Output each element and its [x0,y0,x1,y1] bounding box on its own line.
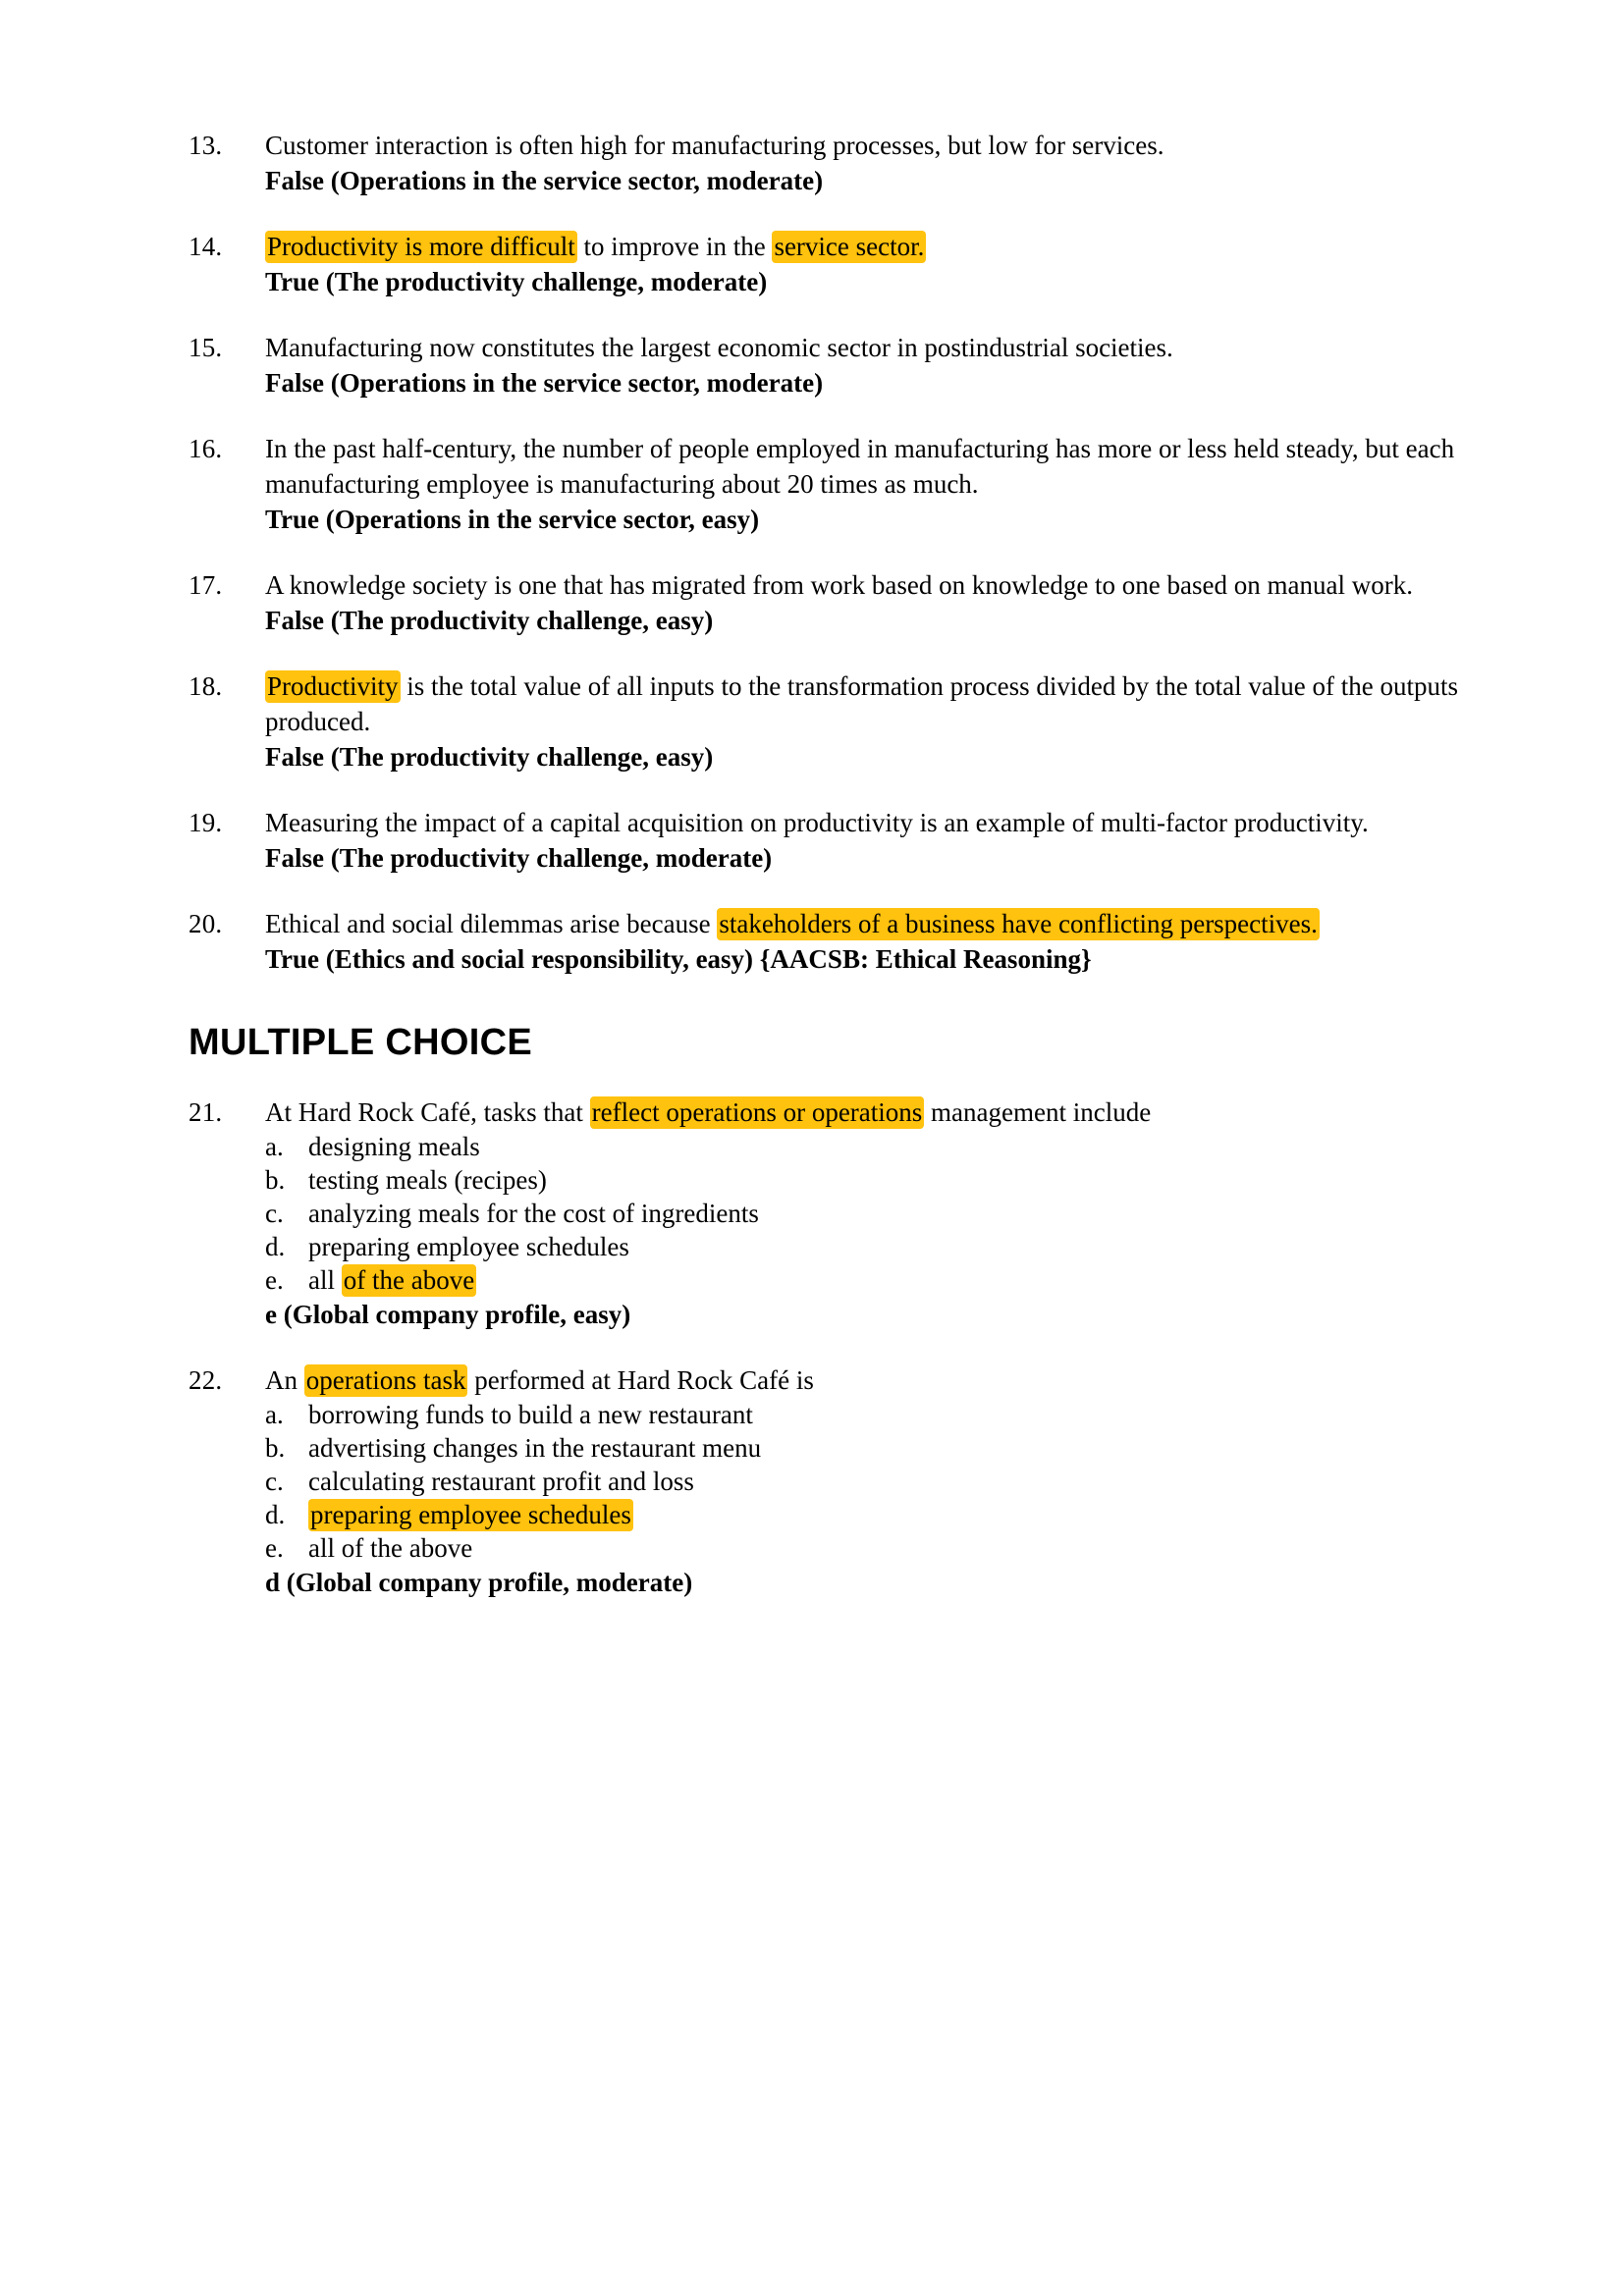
question-number: 20. [189,909,223,938]
option-list [265,1130,1475,1297]
question-answer: False (Operations in the service sector, moderate) [265,368,824,398]
question-body [265,431,1475,537]
question-stem [265,805,1475,840]
question-number: 19. [189,808,223,837]
stem-text: An [265,1365,304,1395]
option-letter: b. [265,1165,286,1195]
question-number: 16. [189,434,223,463]
highlighted-text: reflect operations or operations [591,1097,923,1127]
question-item [189,906,1475,977]
question-number: 17. [189,570,223,600]
question-answer: True (Ethics and social responsibility, easy) {AACSB: Ethical Reasoning} [265,944,1092,974]
option-letter: c. [265,1467,284,1496]
question-item [189,567,1475,638]
option-letter: d. [265,1232,286,1261]
option-list [265,1398,1475,1565]
question-body [265,1095,1475,1332]
option-text-plain: advertising changes in the restaurant menu [308,1433,762,1463]
question-body [265,567,1475,638]
question-item [189,1095,1475,1332]
question-body [265,668,1475,774]
option-text-plain: borrowing funds to build a new restaurant [308,1400,753,1429]
option-text [308,1163,1475,1197]
stem-text: In the past half-century, the number of people employed in manufacturing has more or less held steady, but each manufacturing employee is manufacturing about 20 times as much. [265,434,1455,499]
list-item[interactable] [265,1465,1475,1498]
question-body [265,805,1475,876]
option-text-plain: preparing employee schedules [308,1232,629,1261]
option-text [308,1130,1475,1163]
list-item[interactable] [265,1431,1475,1465]
question-item [189,805,1475,876]
highlighted-text: service sector. [774,232,925,261]
option-text [308,1197,1475,1230]
question-stem [265,1362,1475,1398]
highlighted-text: preparing employee schedules [310,1500,631,1529]
option-text [308,1230,1475,1263]
highlighted-text: of the above [343,1265,475,1295]
stem-text: to improve in the [576,232,773,261]
question-number: 14. [189,232,223,261]
option-letter: d. [265,1500,286,1529]
question-stem [265,431,1475,502]
question-answer: True (The productivity challenge, moderate) [265,267,768,296]
question-answer: False (The productivity challenge, moderate) [265,843,773,873]
stem-text: Measuring the impact of a capital acquisition on productivity is an example of multi-factor productivity. [265,808,1369,837]
option-letter: a. [265,1400,284,1429]
question-stem [265,906,1475,941]
option-letter: e. [265,1533,284,1563]
stem-text: management include [924,1097,1152,1127]
option-text [308,1531,1475,1565]
stem-text: Ethical and social dilemmas arise because [265,909,718,938]
question-body [265,128,1475,198]
highlighted-text: operations task [305,1365,466,1395]
list-item[interactable] [265,1163,1475,1197]
option-text-plain: designing meals [308,1132,480,1161]
document-content [189,128,1475,1600]
question-stem [265,567,1475,603]
highlighted-text: stakeholders of a business have conflicting perspectives. [719,909,1318,938]
list-item[interactable] [265,1197,1475,1230]
question-item [189,128,1475,198]
question-answer: True (Operations in the service sector, easy) [265,505,760,534]
option-text [308,1465,1475,1498]
highlighted-text: Productivity [267,671,399,701]
question-answer: False (The productivity challenge, easy) [265,606,714,635]
stem-text: Manufacturing now constitutes the largest economic sector in postindustrial societies. [265,333,1173,362]
question-number: 13. [189,131,223,160]
stem-text: is the total value of all inputs to the transformation process divided by the total value of the outputs produced. [265,671,1459,736]
option-text-plain: calculating restaurant profit and loss [308,1467,694,1496]
list-item[interactable] [265,1498,1475,1531]
list-item[interactable] [265,1531,1475,1565]
question-number: 18. [189,671,223,701]
question-number: 15. [189,333,223,362]
option-text-plain: analyzing meals for the cost of ingredients [308,1199,759,1228]
option-text-plain: all [308,1265,342,1295]
question-answer: False (The productivity challenge, easy) [265,742,714,772]
list-item[interactable] [265,1130,1475,1163]
question-number: 22. [189,1365,223,1395]
question-item [189,668,1475,774]
option-letter: b. [265,1433,286,1463]
multiple-choice-section [189,1095,1475,1600]
option-letter: c. [265,1199,284,1228]
question-stem [265,330,1475,365]
option-text-plain: all of the above [308,1533,473,1563]
question-stem [265,128,1475,163]
option-letter: a. [265,1132,284,1161]
option-text [308,1498,1475,1531]
question-item [189,229,1475,299]
option-letter: e. [265,1265,284,1295]
stem-text: At Hard Rock Café, tasks that [265,1097,590,1127]
question-body [265,229,1475,299]
option-text-plain: testing meals (recipes) [308,1165,547,1195]
question-body [265,906,1475,977]
highlighted-text: Productivity is more difficult [267,232,575,261]
option-text [308,1431,1475,1465]
list-item[interactable] [265,1263,1475,1297]
question-answer: d (Global company profile, moderate) [265,1568,693,1597]
question-stem [265,668,1475,739]
true-false-section [189,128,1475,977]
question-answer: False (Operations in the service sector, moderate) [265,166,824,195]
question-answer: e (Global company profile, easy) [265,1300,631,1329]
stem-text: Customer interaction is often high for manufacturing processes, but low for services. [265,131,1164,160]
question-stem [265,1095,1475,1130]
option-text [308,1263,1475,1297]
list-item[interactable] [265,1398,1475,1431]
question-item [189,1362,1475,1600]
question-item [189,330,1475,400]
stem-text: performed at Hard Rock Café is [467,1365,814,1395]
option-text [308,1398,1475,1431]
question-body [265,1362,1475,1600]
question-number: 21. [189,1097,223,1127]
question-body [265,330,1475,400]
section-heading-multiple-choice: MULTIPLE CHOICE [189,1022,533,1063]
list-item[interactable] [265,1230,1475,1263]
stem-text: A knowledge society is one that has migrated from work based on knowledge to one based on manual work. [265,570,1413,600]
question-item [189,431,1475,537]
question-stem [265,229,1475,264]
